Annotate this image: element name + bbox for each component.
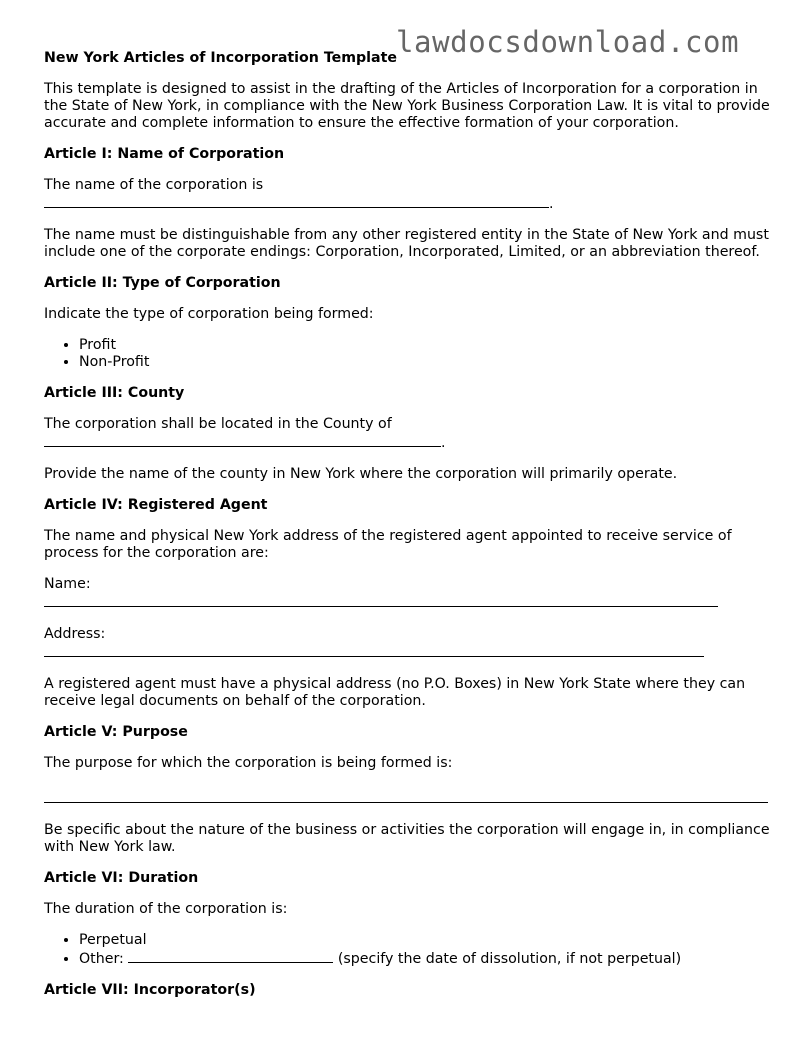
duration-list bbox=[44, 932, 784, 968]
dissolution-date-blank[interactable] bbox=[128, 949, 333, 963]
article-6-heading: Article VI: Duration bbox=[44, 870, 199, 886]
agent-address-field bbox=[44, 626, 784, 662]
duration-other-label: Other: bbox=[79, 951, 124, 967]
corporation-name-blank[interactable] bbox=[44, 194, 549, 208]
document-title: New York Articles of Incorporation Template bbox=[44, 50, 398, 66]
article-1-note: The name must be distinguishable from any other registered entity in the State of New York and must include one of the corporate endings: Corporation, Incorporated, Limited, or an abbreviation thereof. bbox=[44, 227, 769, 260]
agent-name-label: Name: bbox=[44, 576, 91, 592]
agent-name-blank[interactable] bbox=[44, 593, 718, 607]
corporation-type-list bbox=[44, 337, 784, 371]
article-3-heading: Article III: County bbox=[44, 385, 185, 401]
article-5-heading: Article V: Purpose bbox=[44, 724, 188, 740]
watermark: lawdocsdownload.com bbox=[396, 25, 740, 59]
article-5-prompt-text: The purpose for which the corporation is being formed is: bbox=[44, 755, 453, 771]
article-1-heading: Article I: Name of Corporation bbox=[44, 146, 285, 162]
document-body bbox=[44, 50, 784, 1013]
article-2-heading: Article II: Type of Corporation bbox=[44, 275, 281, 291]
article-4-prompt: The name and physical New York address of the registered agent appointed to receive service of process for the corporation are: bbox=[44, 528, 732, 561]
article-5-prompt bbox=[44, 755, 784, 808]
list-item: • Profit bbox=[79, 337, 784, 354]
list-item: • Perpetual bbox=[79, 932, 784, 949]
list-item: • Non-Profit bbox=[79, 354, 784, 371]
article-3-prompt: The corporation shall be located in the County of . bbox=[44, 416, 784, 452]
article-3-note: Provide the name of the county in New York where the corporation will primarily operate. bbox=[44, 466, 678, 482]
agent-address-label: Address: bbox=[44, 626, 106, 642]
article-2-prompt: Indicate the type of corporation being formed: bbox=[44, 306, 374, 322]
article-4-note: A registered agent must have a physical address (no P.O. Boxes) in New York State where they can receive legal documents on behalf of the corporation. bbox=[44, 676, 746, 709]
article-7-heading: Article VII: Incorporator(s) bbox=[44, 982, 256, 998]
list-item bbox=[79, 949, 784, 968]
article-3-prompt-text: The corporation shall be located in the County of bbox=[44, 416, 392, 432]
county-blank[interactable] bbox=[44, 433, 441, 447]
article-6-prompt: The duration of the corporation is: bbox=[44, 901, 288, 917]
purpose-blank[interactable] bbox=[44, 789, 768, 803]
article-4-heading: Article IV: Registered Agent bbox=[44, 497, 268, 513]
duration-other-note: (specify the date of dissolution, if not perpetual) bbox=[337, 951, 682, 967]
article-1-prompt: The name of the corporation is . bbox=[44, 177, 784, 213]
article-5-note: Be specific about the nature of the business or activities the corporation will engage in, in compliance with New York law. bbox=[44, 822, 770, 855]
agent-name-field bbox=[44, 576, 784, 612]
intro-paragraph: This template is designed to assist in the drafting of the Articles of Incorporation for a corporation in the State of New York, in compliance with the New York Business Corporation Law. It is vital to provide accurate and complete information to ensure the effective formation of your corporation. bbox=[44, 81, 770, 131]
article-1-prompt-text: The name of the corporation is bbox=[44, 177, 264, 193]
agent-address-blank[interactable] bbox=[44, 643, 704, 657]
